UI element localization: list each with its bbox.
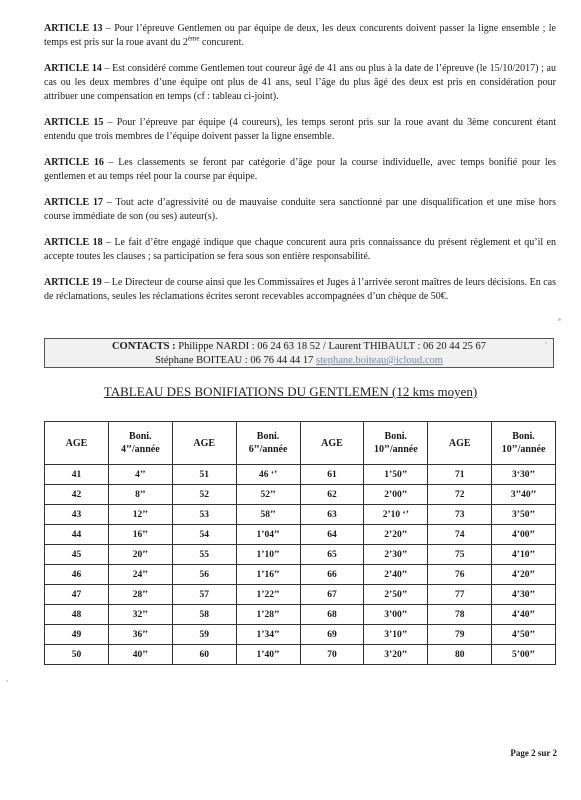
article-sup: ème — [187, 34, 200, 43]
article-15 — [44, 116, 556, 144]
age-cell: 59 — [172, 625, 236, 645]
header-boni-rate: 10’’/année — [373, 444, 418, 455]
bonus-cell: 2’20’’ — [364, 525, 428, 545]
age-cell: 48 — [45, 605, 109, 625]
bonus-cell: 3’’40’’ — [492, 485, 556, 505]
article-13 — [44, 22, 556, 50]
article-label: ARTICLE 15 — [44, 117, 104, 128]
table-body — [45, 465, 556, 665]
bonus-cell: 1’28’’ — [236, 605, 300, 625]
table-row — [45, 565, 556, 585]
contacts-line-2 — [45, 354, 553, 368]
table-title: TABLEAU DES BONIFIATIONS DU GENTLEMEN (12 kms moyen) — [103, 384, 478, 399]
bonus-cell: 3’20’’ — [364, 645, 428, 665]
bonus-cell: 1’34’’ — [236, 625, 300, 645]
article-text: – Le Directeur de course ainsi que les Commissaires et Juges à l’arrivée seront maîtres de leurs décisions. En cas de réclamations, seules les réclamations écrites seront recevables accompagnées d’un chèque de 50€. — [44, 277, 556, 302]
article-label: ARTICLE 13 — [44, 23, 103, 34]
article-text: – Les classements se feront par catégorie d’âge pour la course individuelle, avec temps bonifié pour les gentlemen et au temps réel pour la course par équipe. — [44, 157, 556, 182]
scan-speck — [558, 318, 561, 321]
bonus-cell: 52’’ — [236, 485, 300, 505]
table-row — [45, 605, 556, 625]
age-cell: 78 — [428, 605, 492, 625]
article-17 — [44, 196, 556, 224]
bonus-cell: 2’30’’ — [364, 545, 428, 565]
article-14 — [44, 62, 556, 104]
header-boni-rate: 4’’/année — [120, 444, 160, 455]
age-cell: 76 — [428, 565, 492, 585]
contacts-line-1 — [45, 340, 553, 354]
bonus-cell: 1’04’’ — [236, 525, 300, 545]
header-boni — [108, 422, 172, 465]
age-cell: 43 — [45, 505, 109, 525]
article-label: ARTICLE 17 — [44, 197, 104, 208]
table-row — [45, 645, 556, 665]
age-cell: 80 — [428, 645, 492, 665]
contacts-email-link[interactable]: stephane.boiteau@icloud.com — [316, 355, 443, 366]
bonus-cell: 2’50’’ — [364, 585, 428, 605]
age-cell: 45 — [45, 545, 109, 565]
bonus-cell: 1’50’’ — [364, 465, 428, 485]
article-19 — [44, 276, 556, 304]
bonus-cell: 4’’ — [108, 465, 172, 485]
page-number: Page 2 sur 2 — [510, 748, 557, 758]
header-boni — [364, 422, 428, 465]
age-cell: 75 — [428, 545, 492, 565]
bonus-cell: 8’’ — [108, 485, 172, 505]
age-cell: 55 — [172, 545, 236, 565]
bonus-cell: 4’30’’ — [492, 585, 556, 605]
header-age: AGE — [428, 422, 492, 465]
bonus-cell: 58’’ — [236, 505, 300, 525]
table-row — [45, 585, 556, 605]
bonus-cell: 36’’ — [108, 625, 172, 645]
header-boni-label: Boni. — [256, 431, 280, 442]
age-cell: 47 — [45, 585, 109, 605]
age-cell: 72 — [428, 485, 492, 505]
header-boni — [236, 422, 300, 465]
bonus-cell: 4’20’’ — [492, 565, 556, 585]
age-cell: 51 — [172, 465, 236, 485]
age-cell: 49 — [45, 625, 109, 645]
header-boni-label: Boni. — [512, 431, 535, 442]
bonus-cell: 46 ‘’ — [236, 465, 300, 485]
age-cell: 60 — [172, 645, 236, 665]
bonus-cell: 32’’ — [108, 605, 172, 625]
scan-speck — [6, 680, 8, 682]
age-cell: 64 — [300, 525, 364, 545]
age-cell: 52 — [172, 485, 236, 505]
age-cell: 50 — [45, 645, 109, 665]
age-cell: 46 — [45, 565, 109, 585]
age-cell: 63 — [300, 505, 364, 525]
age-cell: 42 — [45, 485, 109, 505]
bonus-cell: 4’50’’ — [492, 625, 556, 645]
age-cell: 41 — [45, 465, 109, 485]
article-18 — [44, 236, 556, 264]
age-cell: 67 — [300, 585, 364, 605]
bonus-cell: 2’10 ‘’ — [364, 505, 428, 525]
age-cell: 65 — [300, 545, 364, 565]
age-cell: 53 — [172, 505, 236, 525]
bonus-cell: 3’10’’ — [364, 625, 428, 645]
contacts-phone-boiteau: Stéphane BOITEAU : 06 76 44 44 17 — [155, 355, 317, 366]
bonus-cell: 1’22’’ — [236, 585, 300, 605]
age-cell: 77 — [428, 585, 492, 605]
table-row — [45, 485, 556, 505]
age-cell: 61 — [300, 465, 364, 485]
table-row — [45, 625, 556, 645]
header-boni-rate: 6’’/année — [248, 444, 288, 455]
article-text: – Pour l’épreuve par équipe (4 coureurs), les temps seront pris sur la roue avant du 3ème concurent étant entendu que trois membres de l’équipe doivent passer la ligne ensemble. — [44, 117, 557, 142]
bonus-cell: 1’40’’ — [236, 645, 300, 665]
article-text-end: concurent. — [199, 37, 244, 48]
age-cell: 66 — [300, 565, 364, 585]
table-row — [45, 465, 556, 485]
age-cell: 69 — [300, 625, 364, 645]
age-cell: 62 — [300, 485, 364, 505]
scan-speck — [545, 342, 547, 344]
bonus-cell: 28’’ — [108, 585, 172, 605]
bonus-cell: 1’16’’ — [236, 565, 300, 585]
article-label: ARTICLE 14 — [44, 63, 102, 74]
header-boni-rate: 10’’/année — [501, 444, 546, 455]
age-cell: 58 — [172, 605, 236, 625]
bonus-cell: 3’00’’ — [364, 605, 428, 625]
bonus-cell: 1’10’’ — [236, 545, 300, 565]
article-16 — [44, 156, 556, 184]
header-age: AGE — [300, 422, 364, 465]
age-cell: 44 — [45, 525, 109, 545]
bonus-cell: 2’40’’ — [364, 565, 428, 585]
article-label: ARTICLE 19 — [44, 277, 102, 288]
bonus-cell: 4’40’’ — [492, 605, 556, 625]
table-row — [45, 505, 556, 525]
table-header-row — [45, 422, 556, 465]
header-age: AGE — [172, 422, 236, 465]
age-cell: 79 — [428, 625, 492, 645]
bonus-cell: 20’’ — [108, 545, 172, 565]
bonus-cell: 2’00’’ — [364, 485, 428, 505]
contacts-box — [44, 338, 554, 368]
contacts-label: CONTACTS : — [111, 341, 176, 352]
header-boni-label: Boni. — [129, 431, 152, 442]
age-cell: 74 — [428, 525, 492, 545]
article-text: – Est considéré comme Gentlemen tout coureur âgé de 41 ans ou plus à la date de l’épreuve (le 15/10/2017) ; au cas ou les deux membres d’une équipe ont plus de 41 ans, seul l’âge du plus âgé des deux est pris en considération pour attribuer une compensation en temps (cf : tableau ci-joint). — [44, 63, 556, 102]
bonus-cell: 4’00’’ — [492, 525, 556, 545]
article-label: ARTICLE 16 — [44, 157, 104, 168]
header-age: AGE — [45, 422, 109, 465]
age-cell: 73 — [428, 505, 492, 525]
bonus-cell: 12’’ — [108, 505, 172, 525]
bonus-cell: 40’’ — [108, 645, 172, 665]
table-row — [45, 545, 556, 565]
bonus-table — [44, 421, 556, 665]
age-cell: 54 — [172, 525, 236, 545]
articles-section — [44, 22, 556, 316]
bonus-cell: 5’00’’ — [492, 645, 556, 665]
bonus-cell: 3’50’’ — [492, 505, 556, 525]
age-cell: 68 — [300, 605, 364, 625]
header-boni — [492, 422, 556, 465]
bonus-cell: 4’10’’ — [492, 545, 556, 565]
age-cell: 56 — [172, 565, 236, 585]
article-text: – Le fait d’être engagé indique que chaque concurent aura pris connaissance du présent règlement et qu’il en accepte toutes les clauses ; sa participation se fera sous son entière responsabilité. — [44, 237, 556, 262]
bonus-cell: 3‘30’’ — [492, 465, 556, 485]
article-text: – Pour l’épreuve Gentlemen ou par équipe de deux, les deux concurents doivent passer la ligne ensemble ; le temps est pris sur la roue avant du 2 — [44, 23, 556, 48]
table-row — [45, 525, 556, 545]
age-cell: 71 — [428, 465, 492, 485]
article-text: – Tout acte d’agressivité ou de mauvaise conduite sera sanctionné par une disqualification et une mise hors course immédiate de son (ou ses) auteur(s). — [44, 197, 556, 222]
age-cell: 70 — [300, 645, 364, 665]
bonus-cell: 16’’ — [108, 525, 172, 545]
bonus-cell: 24’’ — [108, 565, 172, 585]
header-boni-label: Boni. — [384, 431, 408, 442]
contacts-phones: Philippe NARDI : 06 24 63 18 52 / Laurent THIBAULT : 06 20 44 25 67 — [175, 341, 487, 352]
age-cell: 57 — [172, 585, 236, 605]
article-label: ARTICLE 18 — [44, 237, 103, 248]
